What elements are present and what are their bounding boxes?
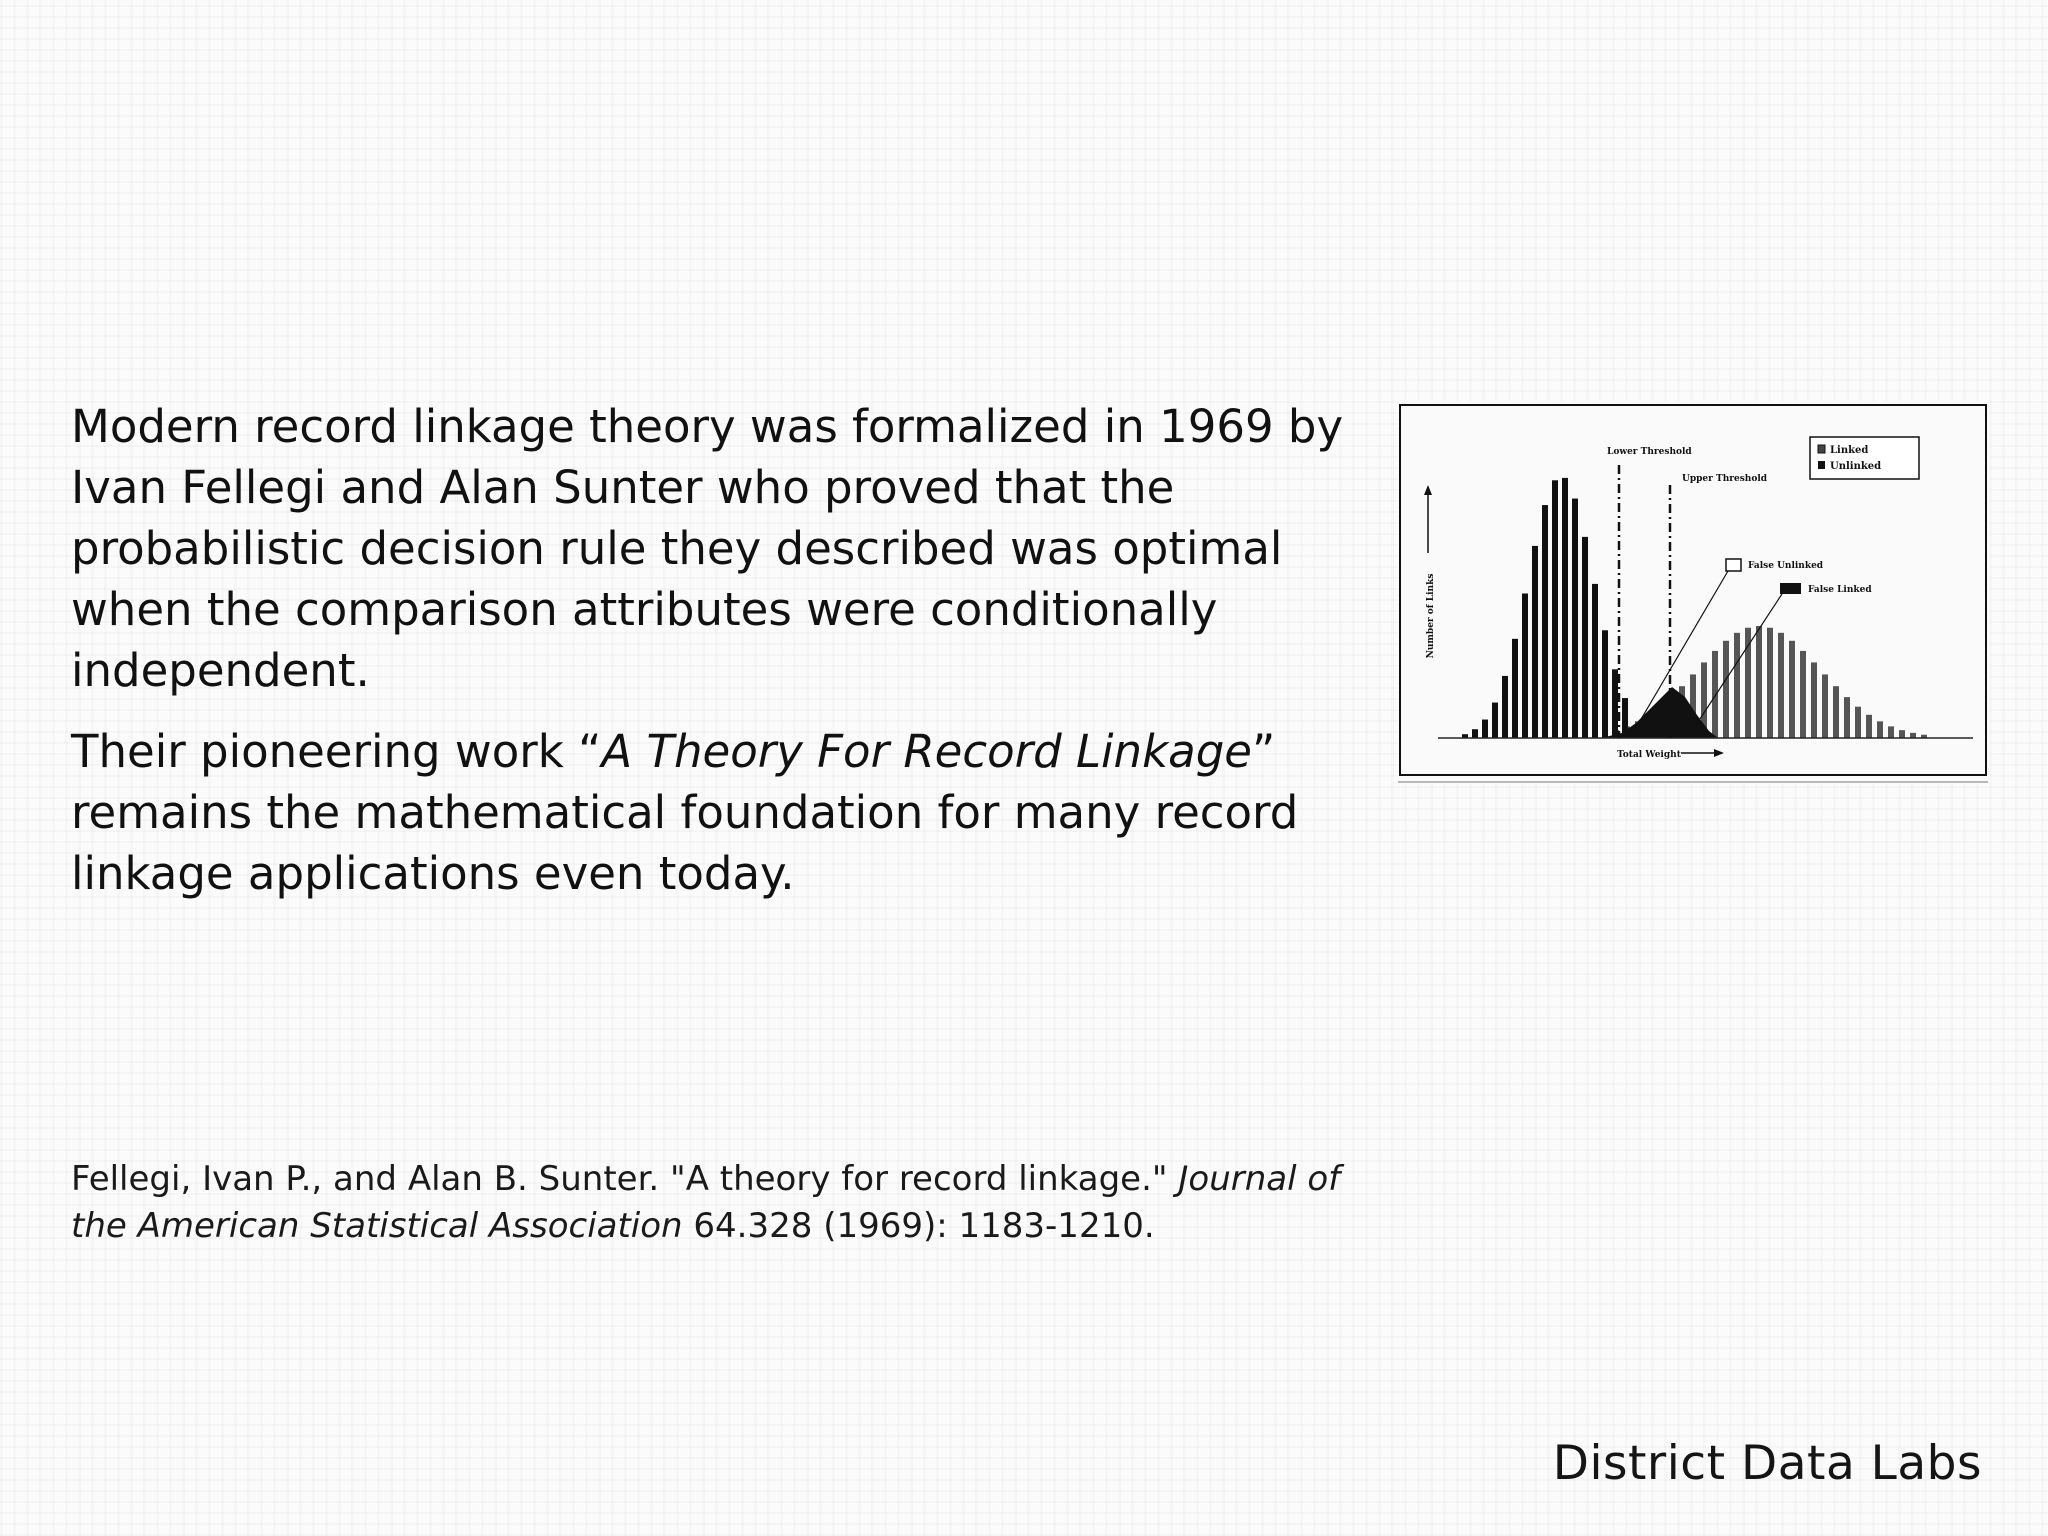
unlinked-bar [1712,651,1718,738]
unlinked-bar [1778,633,1784,738]
linked-bar [1472,729,1478,738]
unlinked-bar [1723,641,1729,738]
legend-unlinked: Unlinked [1830,461,1882,472]
unlinked-bar [1866,715,1872,738]
citation-journal: Journal of the American Statistical Association [71,1159,1341,1246]
linked-bar [1532,546,1538,738]
false-unlinked-box [1726,559,1741,571]
linked-swatch [1818,445,1825,453]
paragraph-text-after: ” remains the mathematical foundation for many record linkage applications even today. [71,725,1299,900]
paragraph-pioneering-work [71,721,1351,904]
unlinked-bar [1844,697,1850,738]
brand-logo-text: District Data Labs [1552,1436,1982,1491]
linked-bar [1562,478,1568,738]
unlinked-bar [1833,686,1839,738]
unlinked-bar [1877,721,1883,738]
x-axis-label: Total Weight [1617,750,1681,760]
linked-bar [1542,505,1548,738]
linked-bar [1602,630,1608,738]
linked-bar [1492,703,1498,738]
unlinked-bar [1899,730,1905,738]
paragraph-formalized: Modern record linkage theory was formalized in 1969 by Ivan Fellegi and Alan Sunter who proved that the probabilistic decision rule they described was optimal when the comparison attributes were conditionally independent. [71,400,1344,697]
unlinked-bar [1767,628,1773,738]
paragraph-text-before: Their pioneering work “ [71,725,602,778]
citation-authors: Fellegi, Ivan P., and Alan B. Sunter. "A theory for record linkage." [71,1159,1179,1199]
unlinked-bar [1822,674,1828,738]
y-axis-label: Number of Links [1426,573,1436,659]
unlinked-bar [1756,626,1762,738]
linked-bar [1552,480,1558,738]
linked-bar [1572,499,1578,738]
linked-bar [1482,720,1488,738]
unlinked-bar [1745,628,1751,738]
false-linked-label: False Linked [1808,585,1872,595]
linked-bar [1612,669,1618,738]
linked-bar [1522,593,1528,738]
legend-linked: Linked [1830,445,1869,456]
figure-legend [1810,437,1919,479]
citation [71,1156,1391,1250]
unlinked-swatch [1818,461,1825,469]
slide-body [71,396,1351,904]
linked-bar [1582,537,1588,738]
citation-details: 64.328 (1969): 1183-1210. [682,1206,1155,1246]
linked-bar [1512,639,1518,738]
false-linked-box [1780,583,1801,594]
unlinked-bar [1734,633,1740,738]
unlinked-bar [1888,726,1894,738]
false-unlinked-label: False Unlinked [1748,561,1824,571]
linked-bar [1622,698,1628,738]
linked-bar [1592,584,1598,738]
weight-distribution-figure [1398,401,1990,784]
paper-title: A Theory For Record Linkage [601,725,1252,778]
unlinked-bar [1855,707,1861,738]
unlinked-bar [1800,651,1806,738]
unlinked-bar [1789,641,1795,738]
unlinked-bar [1811,662,1817,738]
upper-threshold-label: Upper Threshold [1682,474,1768,484]
linked-bar [1502,676,1508,738]
unlinked-bar [1910,733,1916,738]
lower-threshold-label: Lower Threshold [1607,447,1692,457]
